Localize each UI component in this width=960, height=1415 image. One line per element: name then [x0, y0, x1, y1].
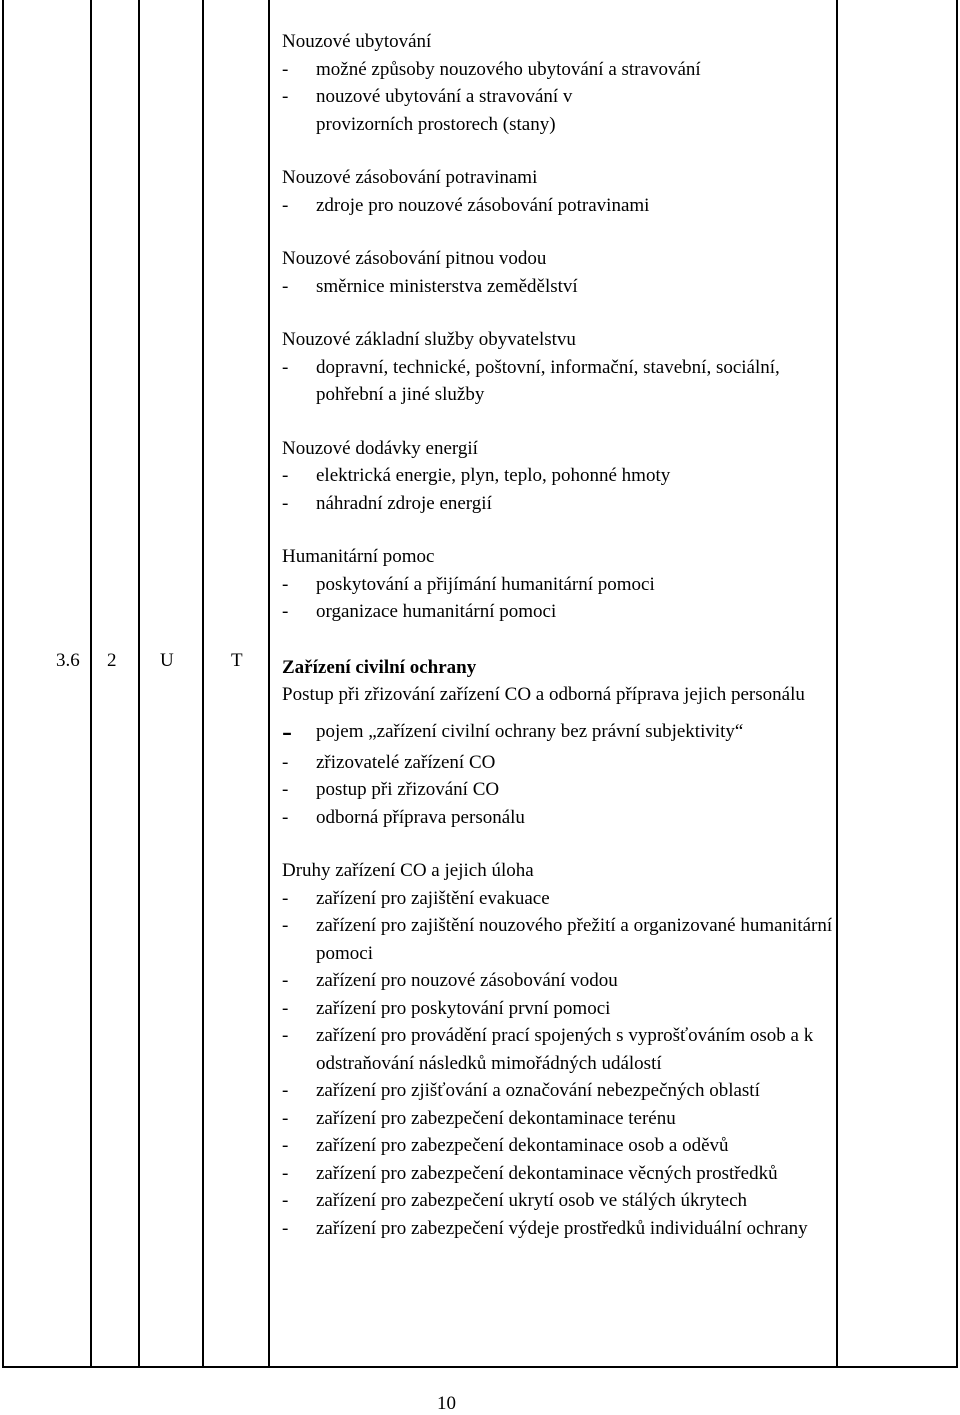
column-divider — [138, 0, 140, 1366]
list-item: - zařízení pro poskytování první pomoci — [282, 997, 611, 1019]
section-intro: Postup při zřizování zařízení CO a odborná příprava jejich personálu — [282, 684, 805, 705]
list-item: - možné způsoby nouzového ubytování a stravování — [282, 58, 701, 80]
list-item: - elektrická energie, plyn, teplo, pohonné hmoty — [282, 465, 671, 486]
list-item: - zařízení pro zabezpečení ukrytí osob ve stálých úkrytech — [282, 1190, 748, 1211]
column-divider — [836, 0, 838, 1366]
block-heading: Nouzové základní služby obyvatelstvu — [282, 329, 576, 350]
list-item: - zařízení pro zabezpečení výdeje prostředků individuální ochrany — [282, 1217, 808, 1239]
column-divider — [202, 0, 204, 1366]
list-item: - organizace humanitární pomoci — [282, 601, 557, 622]
list-item: - zařízení pro nouzové zásobování vodou — [282, 970, 618, 991]
list-item: - zařízení pro zjišťování a označování nebezpečných oblastí — [282, 1080, 760, 1101]
list-item: - zařízení pro zabezpečení dekontaminace terénu — [282, 1107, 676, 1129]
list-item: - nouzové ubytování a stravování v provizorních prostorech (stany) — [282, 86, 573, 135]
section-number: 3.6 — [56, 650, 80, 671]
list-item: - zařízení pro zabezpečení dekontaminace věcných prostředků — [282, 1162, 778, 1184]
block-heading: Nouzové ubytování — [282, 31, 432, 52]
block-heading: Nouzové zásobování pitnou vodou — [282, 248, 547, 269]
section-hours: 2 — [107, 650, 117, 671]
section-title: Zařízení civilní ochrany — [282, 656, 477, 678]
list-item: - směrnice ministerstva zemědělství — [282, 275, 578, 297]
list-item: - zařízení pro zajištění nouzového přežití a organizované humanitární pomoci — [282, 915, 833, 964]
column-divider — [268, 0, 270, 1366]
block-heading: Nouzové zásobování potravinami — [282, 167, 538, 188]
list-item: - zařízení pro zajištění evakuace — [282, 887, 550, 909]
list-item: - zařízení pro zabezpečení dekontaminace osob a oděvů — [282, 1135, 729, 1156]
column-divider — [90, 0, 92, 1366]
list-item: - postup při zřizování CO — [282, 779, 500, 800]
types-heading: Druhy zařízení CO a jejich úloha — [282, 860, 534, 881]
list-item: - odborná příprava personálu — [282, 806, 525, 828]
list-item: - zdroje pro nouzové zásobování potravinami — [282, 194, 650, 216]
list-item: - zařízení pro provádění prací spojených s vyprošťováním osob a k odstraňování následků mimořádných událostí — [282, 1025, 814, 1074]
list-item: - poskytování a přijímání humanitární pomoci — [282, 573, 655, 595]
page-number: 10 — [437, 1393, 456, 1414]
block-heading: Humanitární pomoc — [282, 546, 435, 567]
section-col-u: U — [160, 650, 174, 671]
list-item: - zřizovatelé zařízení CO — [282, 751, 496, 773]
list-item: - pojem „zařízení civilní ochrany bez právní subjektivity“ — [282, 714, 744, 748]
section-col-t: T — [231, 650, 243, 671]
block-heading: Nouzové dodávky energií — [282, 437, 478, 459]
list-item: - náhradní zdroje energií — [282, 492, 492, 514]
list-item: - dopravní, technické, poštovní, informační, stavební, sociální, pohřební a jiné služby — [282, 356, 780, 405]
topic-content — [282, 28, 834, 1242]
